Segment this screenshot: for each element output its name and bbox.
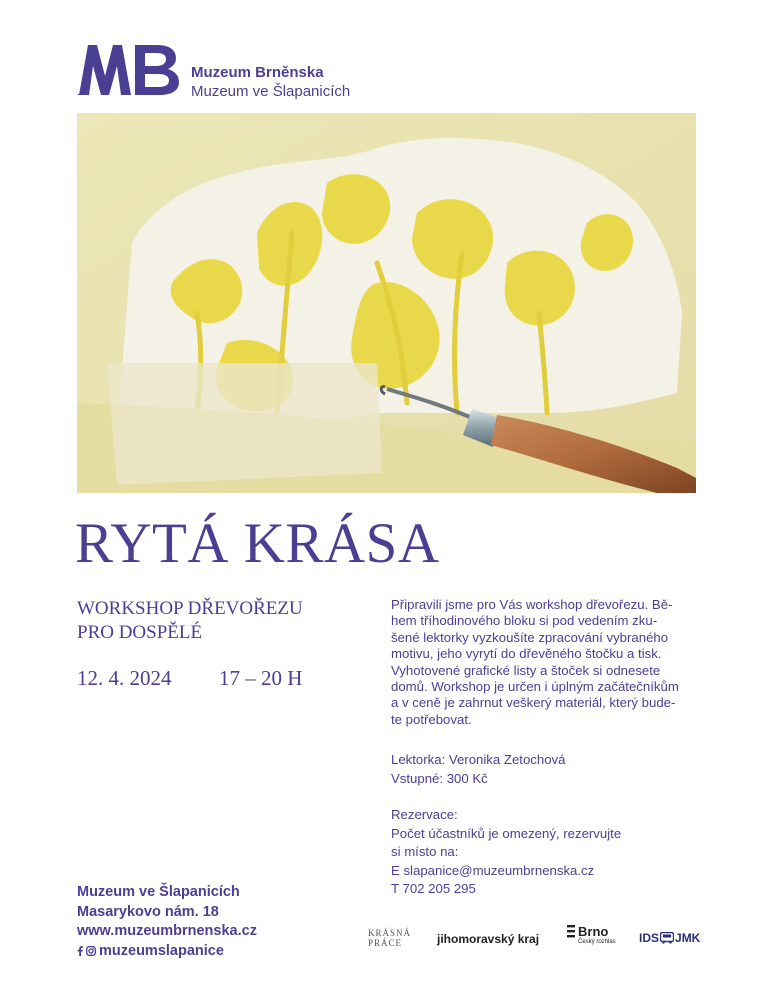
krasna-line1: KRÁSNÁ — [368, 928, 412, 938]
partner-logos — [368, 924, 701, 955]
footer-contacts — [77, 883, 257, 962]
brno-label: Brno — [578, 924, 609, 939]
reservation-line: Počet účastníků je omezený, rezervujte — [391, 825, 622, 841]
museum-logo-mark — [77, 44, 181, 96]
reservation-line: si místo na: — [391, 844, 459, 860]
museum-logo-text — [191, 63, 350, 101]
event-time: 17 – 20 H — [219, 666, 303, 690]
cesky-rozhlas-brno-logo — [567, 925, 616, 946]
entry-fee: Vstupné: 300 Kč — [391, 771, 488, 786]
rozhlas-icon — [567, 925, 575, 938]
website-link[interactable]: www.muzeumbrnenska.cz — [77, 923, 257, 939]
facebook-icon — [77, 946, 83, 956]
description-line: hem tříhodinového bloku si pod vedením zku- — [391, 613, 658, 629]
event-subtitle-line2: PRO DOSPĚLÉ — [77, 622, 203, 643]
ids-left: IDS — [639, 931, 660, 945]
org-name: Muzeum Brněnska — [191, 64, 324, 81]
description-line: motivu, jeho vyrytí do dřevěného štočku a tisk. — [391, 646, 662, 662]
description-line: šené lektorky vyzkoušíte zpracování vybraného — [391, 629, 669, 645]
event-description — [391, 597, 696, 728]
venue-name: Muzeum ve Šlapanicích — [77, 884, 240, 900]
ids-jmk-logo — [639, 931, 700, 945]
description-line: domů. Workshop je určen i úplným začátečníkům — [391, 679, 679, 695]
ids-right: JMK — [675, 931, 701, 945]
org-subname: Muzeum ve Šlapanicích — [191, 83, 351, 100]
lector-info — [391, 750, 565, 788]
description-line: Připravili jsme pro Vás workshop dřevořezu. Bě- — [391, 597, 673, 612]
event-subtitle — [77, 597, 303, 645]
instagram-icon — [86, 946, 96, 956]
event-subtitle-line1: WORKSHOP DŘEVOŘEZU — [77, 598, 303, 619]
event-title: RYTÁ KRÁSA — [75, 512, 440, 575]
description-line: a v ceně je zahrnut veškerý materiál, který bude- — [391, 695, 676, 711]
event-date: 12. 4. 2024 — [77, 666, 172, 690]
krasna-line2: PRÁCE — [368, 938, 403, 948]
reservation-title: Rezervace: — [391, 807, 458, 822]
description-line: Vyhotovené grafické listy a štoček si odnesete — [391, 662, 661, 678]
bus-icon — [660, 932, 674, 944]
social-handle-row[interactable] — [77, 942, 257, 962]
reservation-phone[interactable]: T 702 205 295 — [391, 881, 476, 897]
description-line: te potřebovat. — [391, 711, 472, 727]
reservation-email[interactable]: E slapanice@muzeumbrnenska.cz — [391, 862, 595, 878]
krasna-prace-logo — [368, 928, 411, 948]
hero-woodcut-image — [77, 113, 696, 493]
venue-address: Masarykovo nám. 18 — [77, 903, 219, 920]
social-handle: muzeumslapanice — [99, 942, 224, 959]
lector-name: Lektorka: Veronika Zetochová — [391, 752, 566, 767]
jihomoravsky-kraj-logo: jihomoravský kraj — [437, 932, 540, 946]
reservation-info — [391, 806, 621, 899]
brno-sublabel: Český rozhlas — [578, 939, 616, 945]
